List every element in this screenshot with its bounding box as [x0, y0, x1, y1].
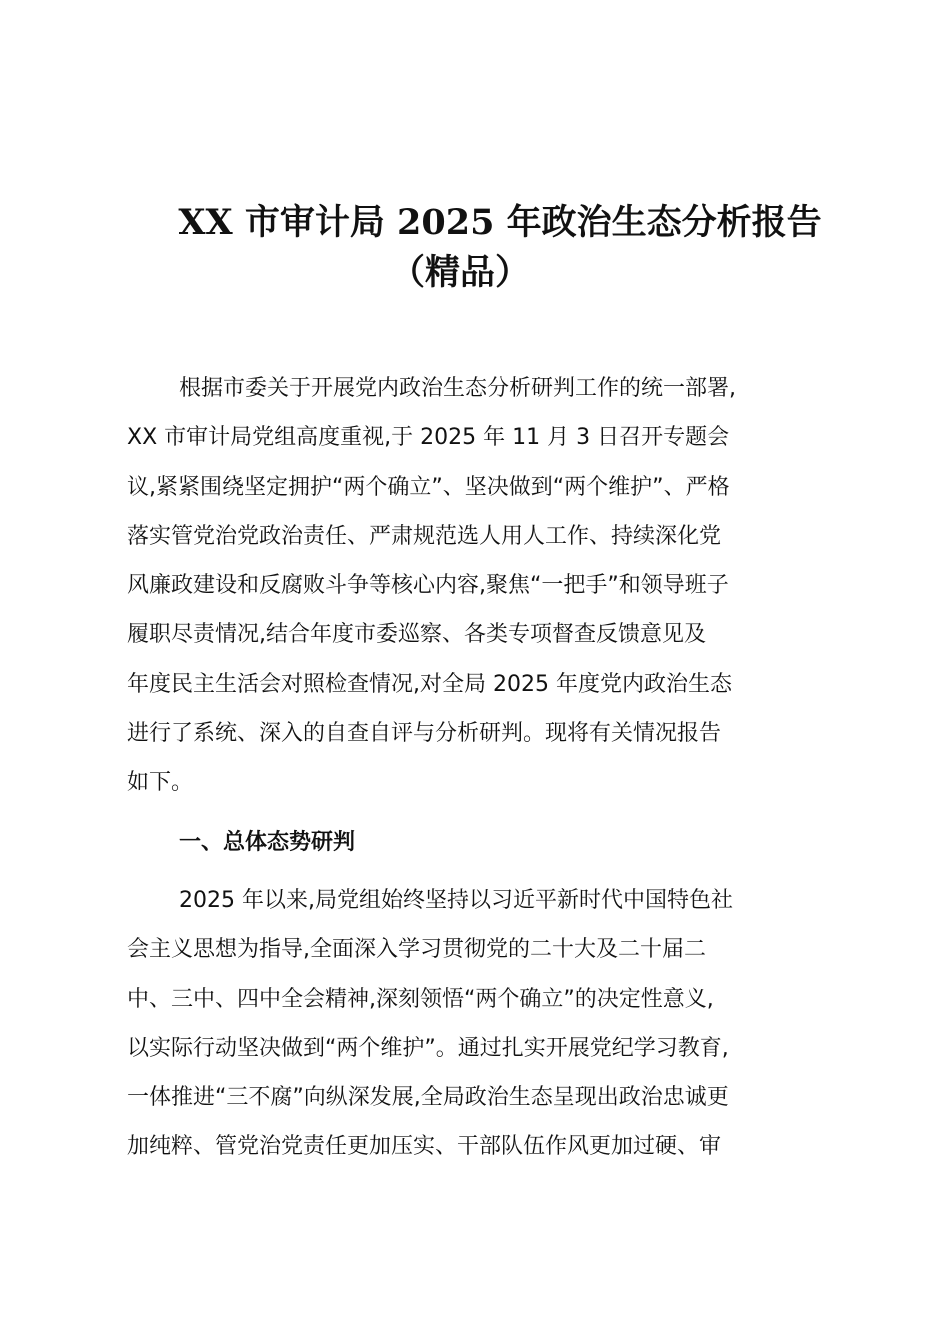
paragraph-line: 如下。	[127, 770, 194, 796]
section-heading: 一、总体态势研判	[179, 830, 356, 855]
paragraph-line: 议,紧紧围绕坚定拥护“两个确立”、坚决做到“两个维护”、严格	[127, 474, 730, 500]
paragraph-overall	[127, 876, 827, 1172]
paragraph-line: 进行了系统、深入的自查自评与分析研判。现将有关情况报告	[127, 721, 722, 747]
document-subtitle: （精品）	[389, 252, 530, 293]
paragraph-line: 加纯粹、管党治党责任更加压实、干部队伍作风更加过硬、审	[127, 1134, 722, 1160]
paragraph-line: 一体推进“三不腐”向纵深发展,全局政治生态呈现出政治忠诚更	[127, 1085, 729, 1111]
paragraph-line: 风廉政建设和反腐败斗争等核心内容,聚焦“一把手”和领导班子	[127, 573, 729, 599]
paragraph-line: 根据市委关于开展党内政治生态分析研判工作的统一部署,	[179, 376, 736, 401]
paragraph-intro	[127, 364, 827, 808]
paragraph-line: 2025 年以来,局党组始终坚持以习近平新时代中国特色社	[179, 888, 733, 913]
paragraph-line: 履职尽责情况,结合年度市委巡察、各类专项督查反馈意见及	[127, 622, 706, 648]
paragraph-line: 会主义思想为指导,全面深入学习贯彻党的二十大及二十届二	[127, 937, 706, 963]
paragraph-line: 年度民主生活会对照检查情况,对全局 2025 年度党内政治生态	[127, 671, 732, 697]
document-title: XX 市审计局 2025 年政治生态分析报告	[178, 202, 822, 243]
paragraph-line: 以实际行动坚决做到“两个维护”。通过扎实开展党纪学习教育,	[127, 1035, 729, 1061]
paragraph-line: 中、三中、四中全会精神,深刻领悟“两个确立”的决定性意义,	[127, 986, 714, 1012]
paragraph-line: XX 市审计局党组高度重视,于 2025 年 11 月 3 日召开专题会	[127, 425, 730, 451]
paragraph-line: 落实管党治党政治责任、严肃规范选人用人工作、持续深化党	[127, 523, 722, 549]
